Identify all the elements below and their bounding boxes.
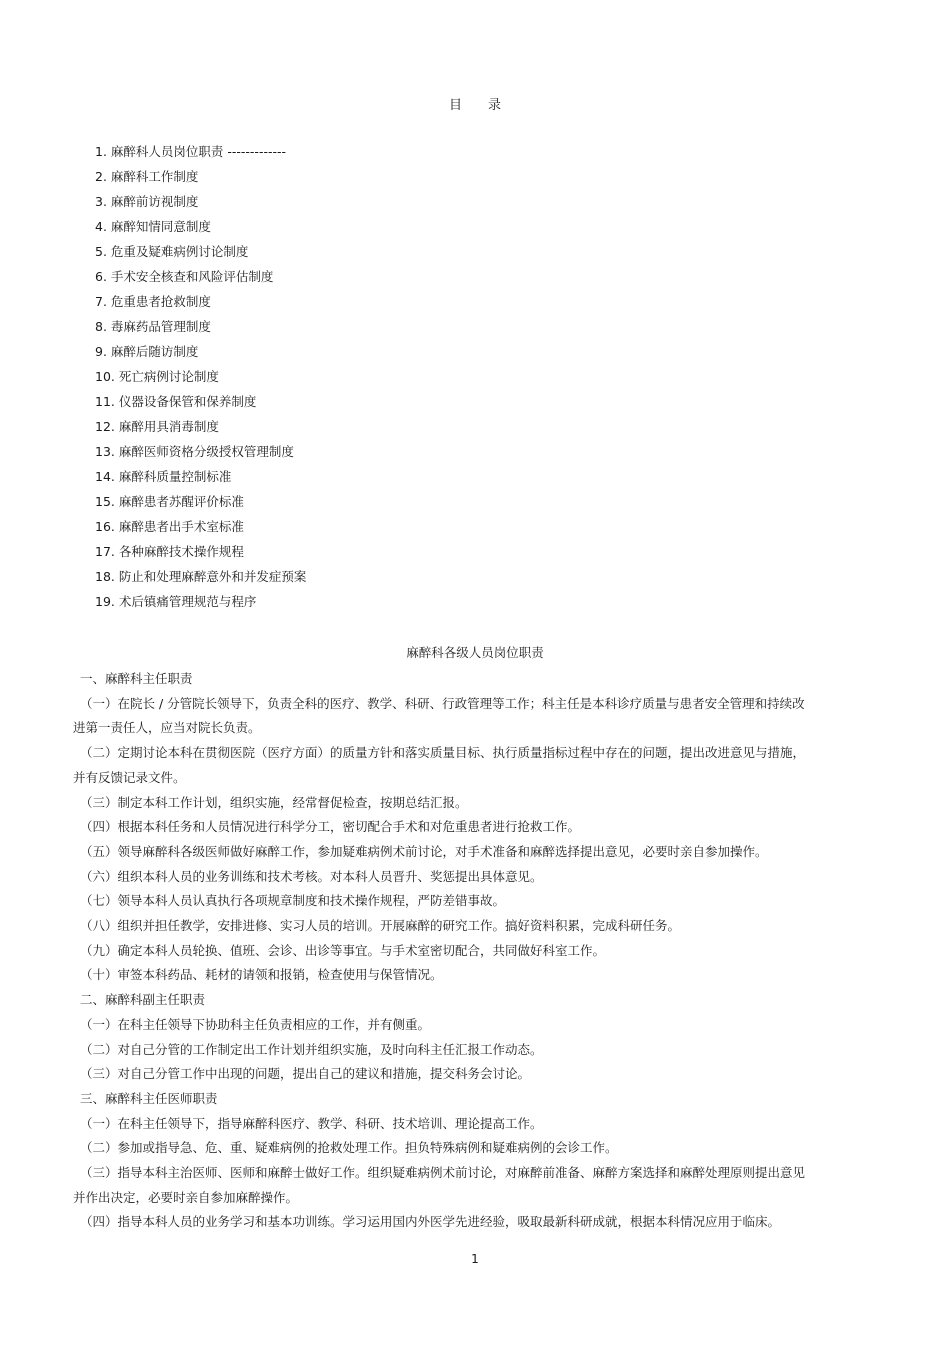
paragraph: （三）制定本科工作计划，组织实施，经常督促检查，按期总结汇报。: [80, 794, 468, 810]
toc-item[interactable]: 17. 各种麻醉技术操作规程: [95, 544, 244, 559]
section-body: [73, 667, 843, 1235]
paragraph: （六）组织本科人员的业务训练和技术考核。对本科人员晋升、奖惩提出具体意见。: [80, 868, 543, 884]
paragraph: （二）对自己分管的工作制定出工作计划并组织实施，及时向科主任汇报工作动态。: [80, 1041, 543, 1057]
toc-item[interactable]: 10. 死亡病例讨论制度: [95, 369, 219, 384]
heading-chief-physician-duties: 三、麻醉科主任医师职责: [80, 1090, 218, 1106]
paragraph-line: （三）指导本科主治医师、医师和麻醉士做好工作。组织疑难病例术前讨论，对麻醉前准备、麻醉方案选择和麻醉处理原则提出意见: [80, 1165, 806, 1181]
paragraph: （一）在科主任领导下，指导麻醉科医疗、教学、科研、技术培训、理论提高工作。: [80, 1115, 543, 1131]
toc-item[interactable]: 4. 麻醉知情同意制度: [95, 219, 211, 234]
toc-item[interactable]: 8. 毒麻药品管理制度: [95, 319, 211, 334]
toc-item[interactable]: 15. 麻醉患者苏醒评价标准: [95, 494, 244, 509]
paragraph: （七）领导本科人员认真执行各项规章制度和技术操作规程，严防差错事故。: [80, 893, 506, 909]
paragraph: （四）根据本科任务和人员情况进行科学分工，密切配合手术和对危重患者进行抢救工作。: [80, 819, 581, 835]
heading-director-duties: 一、麻醉科主任职责: [80, 671, 193, 686]
paragraph: （五）领导麻醉科各级医师做好麻醉工作，参加疑难病例术前讨论，对手术准备和麻醉选择提出意见，必要时亲自参加操作。: [80, 843, 768, 859]
toc-item[interactable]: 16. 麻醉患者出手术室标准: [95, 519, 244, 534]
paragraph: （二）参加或指导急、危、重、疑难病例的抢救处理工作。担负特殊病例和疑难病例的会诊工作。: [80, 1140, 618, 1156]
toc-title-char-2: 录: [488, 98, 502, 113]
toc-item[interactable]: 6. 手术安全核查和风险评估制度: [95, 269, 274, 284]
paragraph: （十）审签本科药品、耗材的请领和报销，检查使用与保管情况。: [80, 967, 443, 983]
table-of-contents: [95, 142, 306, 617]
toc-item[interactable]: 1. 麻醉科人员岗位职责 -------------: [95, 144, 287, 159]
toc-item[interactable]: 7. 危重患者抢救制度: [95, 294, 211, 309]
paragraph: （九）确定本科人员轮换、值班、会诊、出诊等事宜。与手术室密切配合，共同做好科室工作。: [80, 942, 606, 958]
toc-item[interactable]: 11. 仪器设备保管和保养制度: [95, 394, 257, 409]
toc-item[interactable]: 19. 术后镇痛管理规范与程序: [95, 594, 257, 609]
toc-item[interactable]: 5. 危重及疑难病例讨论制度: [95, 244, 249, 259]
heading-deputy-director-duties: 二、麻醉科副主任职责: [80, 992, 206, 1008]
toc-item[interactable]: 12. 麻醉用具消毒制度: [95, 419, 219, 434]
toc-item[interactable]: 3. 麻醉前访视制度: [95, 194, 199, 209]
section-title: 麻醉科各级人员岗位职责: [406, 645, 544, 660]
toc-item[interactable]: 13. 麻醉医师资格分级授权管理制度: [95, 444, 294, 459]
toc-title-char-1: 目: [448, 98, 462, 113]
page-number: 1: [471, 1252, 479, 1266]
paragraph: （一）在科主任领导下协助科主任负责相应的工作，并有侧重。: [80, 1016, 431, 1032]
paragraph-line: （一）在院长 / 分管院长领导下，负责全科的医疗、教学、科研、行政管理等工作；科主任是本科诊疗质量与患者安全管理和持续改: [80, 695, 805, 711]
paragraph-line: 并作出决定，必要时亲自参加麻醉操作。: [73, 1189, 299, 1205]
paragraph: （三）对自己分管工作中出现的问题，提出自己的建议和措施，提交科务会讨论。: [80, 1066, 531, 1082]
paragraph-line: （二）定期讨论本科在贯彻医院（医疗方面）的质量方针和落实质量目标、执行质量指标过程中存在的问题，提出改进意见与措施，: [80, 745, 806, 761]
toc-item[interactable]: 2. 麻醉科工作制度: [95, 169, 199, 184]
toc-title: [0, 94, 950, 113]
paragraph-line: 进第一责任人，应当对院长负责。: [73, 720, 261, 736]
paragraph: （四）指导本科人员的业务学习和基本功训练。学习运用国内外医学先进经验，吸取最新科研成就，根据本科情况应用于临床。: [80, 1214, 781, 1230]
toc-item[interactable]: 9. 麻醉后随访制度: [95, 344, 199, 359]
paragraph: （八）组织并担任教学，安排进修、实习人员的培训。开展麻醉的研究工作。搞好资料积累，完成科研任务。: [80, 918, 681, 934]
paragraph-line: 并有反馈记录文件。: [73, 769, 186, 785]
toc-item[interactable]: 14. 麻醉科质量控制标准: [95, 469, 232, 484]
toc-item[interactable]: 18. 防止和处理麻醉意外和并发症预案: [95, 569, 307, 584]
